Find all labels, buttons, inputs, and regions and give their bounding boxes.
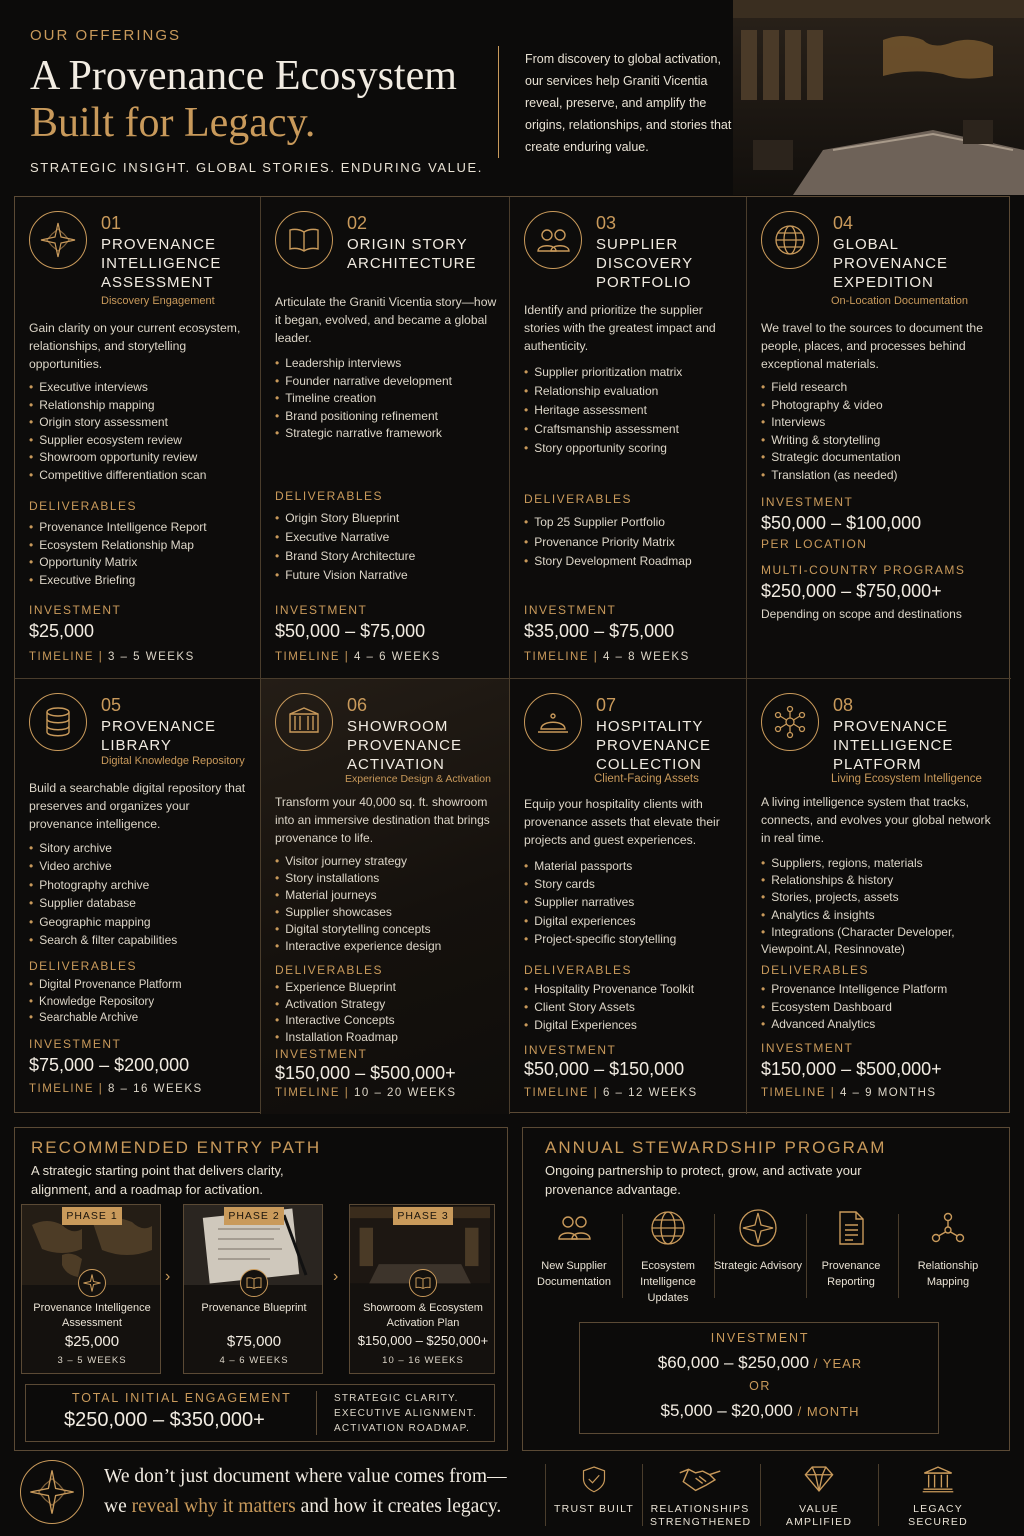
timeline-value: 8 – 16 WEEKS <box>107 1083 203 1095</box>
value-label: LEGACY SECURED <box>908 1503 968 1528</box>
list-item: • Visitor journey strategy <box>275 853 441 870</box>
offering-title: ORIGIN STORY ARCHITECTURE <box>347 236 477 272</box>
document-icon <box>831 1208 871 1248</box>
deliverables-label: DELIVERABLES <box>275 963 384 977</box>
offering-items <box>275 355 452 443</box>
investment-price: $50,000 – $100,000 <box>761 513 922 533</box>
intro-text: From discovery to global activation, our services help Graniti Vicentia reveal, preserve, and amplify the origins, relationships, and stories that create enduring value. <box>525 52 732 154</box>
offering-subtitle: Experience Design & Activation <box>345 773 491 785</box>
list-item: • Executive Narrative <box>275 528 415 547</box>
investment-price: $25,000 <box>29 621 95 641</box>
investment-price: $150,000 – $500,000+ <box>275 1063 456 1083</box>
phase-card-1 <box>21 1204 161 1374</box>
offering-subtitle: Client-Facing Assets <box>594 773 699 785</box>
list-item: • Story installations <box>275 870 441 887</box>
service-ecosystem-updates <box>623 1208 713 1306</box>
phase-card-3 <box>349 1204 495 1374</box>
offering-description: Build a searchable digital repository that preserves and organizes your provenance intelligence. <box>29 781 246 831</box>
closing-text: and how it creates legacy. <box>295 1496 502 1517</box>
service-bell-icon <box>524 693 582 751</box>
offering-description: Identify and prioritize the supplier stories with the greatest impact and authenticity. <box>524 303 716 353</box>
year-price: $60,000 – $250,000 <box>657 1353 810 1372</box>
investment-price: $75,000 – $200,000 <box>29 1055 190 1075</box>
stewardship-investment-box <box>579 1322 939 1434</box>
service-strategic-advisory <box>713 1208 803 1274</box>
divider <box>878 1464 879 1526</box>
investment-label: INVESTMENT <box>761 495 854 509</box>
closing-highlight: reveal why it matters <box>131 1496 296 1517</box>
service-label: Ecosystem Intelligence Updates <box>640 1260 696 1304</box>
list-item: • Top 25 Supplier Portfolio <box>524 513 692 533</box>
offering-number: 01 <box>101 213 122 233</box>
value-label: TRUST BUILT <box>554 1503 634 1515</box>
offering-title: SUPPLIER DISCOVERY PORTFOLIO <box>596 236 693 291</box>
phase-duration: 10 – 16 WEEKS <box>382 1355 464 1366</box>
service-provenance-reporting <box>806 1208 896 1290</box>
deliverables-label: DELIVERABLES <box>524 492 633 506</box>
offering-title: HOSPITALITY PROVENANCE COLLECTION <box>596 718 712 773</box>
shield-check-icon <box>544 1464 644 1499</box>
offering-description: Transform your 40,000 sq. ft. showroom into an immersive destination that brings provenance to life. <box>275 795 490 845</box>
per-location-label: PER LOCATION <box>761 537 868 551</box>
timeline <box>29 651 195 663</box>
list-item: • Activation Strategy <box>275 996 398 1013</box>
offering-description: Equip your hospitality clients with provenance assets that elevate their projects and guest experiences. <box>524 797 720 847</box>
list-item: • Supplier ecosystem review <box>29 432 206 450</box>
list-item: • Photography archive <box>29 876 177 894</box>
stewardship-heading: ANNUAL STEWARDSHIP PROGRAM <box>545 1138 887 1157</box>
list-item: • Digital storytelling concepts <box>275 921 441 938</box>
header <box>0 0 1024 195</box>
stewardship-panel <box>522 1127 1010 1451</box>
multi-country-label: MULTI-COUNTRY PROGRAMS <box>761 563 966 577</box>
offering-number: 07 <box>596 695 617 715</box>
list-item: • Future Vision Narrative <box>275 566 415 585</box>
offering-items <box>524 857 676 948</box>
separator: | <box>593 651 599 663</box>
timeline <box>524 651 690 663</box>
offering-subtitle: Living Ecosystem Intelligence <box>831 773 982 785</box>
deliverables-list <box>29 977 182 1027</box>
deliverables-label: DELIVERABLES <box>275 489 384 503</box>
divider <box>316 1391 317 1435</box>
offering-number: 05 <box>101 695 122 715</box>
list-item: • Digital experiences <box>524 912 676 930</box>
timeline-value: 10 – 20 WEEKS <box>353 1087 457 1099</box>
phase-card-2 <box>183 1204 323 1374</box>
total-engagement-box <box>25 1384 495 1442</box>
phase-duration: 3 – 5 WEEKS <box>57 1355 127 1366</box>
list-item: • Origin story assessment <box>29 414 206 432</box>
deliverables-list <box>29 519 207 589</box>
timeline-label: TIMELINE <box>524 651 590 663</box>
list-item: • Craftsmanship assessment <box>524 420 682 439</box>
total-engagement-label: TOTAL INITIAL ENGAGEMENT <box>72 1391 292 1405</box>
list-item: • Executive Briefing <box>29 572 207 590</box>
phase-duration: 4 – 6 WEEKS <box>219 1355 289 1366</box>
investment-price: $50,000 – $150,000 <box>524 1059 685 1079</box>
phase-tag: PHASE 2 <box>224 1207 284 1225</box>
phase-name: Provenance Blueprint <box>201 1302 307 1314</box>
investment-label: INVESTMENT <box>275 1047 368 1061</box>
chevron-right-icon: › <box>333 1268 339 1285</box>
separator: | <box>593 1087 599 1099</box>
deliverables-label: DELIVERABLES <box>29 499 138 513</box>
offering-title: GLOBAL PROVENANCE EXPEDITION <box>833 236 949 291</box>
service-label: Strategic Advisory <box>713 1260 803 1272</box>
list-item: • Opportunity Matrix <box>29 554 207 572</box>
entry-path-heading: RECOMMENDED ENTRY PATH <box>31 1138 322 1157</box>
month-price: $5,000 – $20,000 <box>660 1401 793 1420</box>
offering-description: Gain clarity on your current ecosystem, relationships, and storytelling opportunities. <box>29 321 241 371</box>
open-book-icon <box>409 1269 437 1297</box>
list-item: • Supplier database <box>29 894 177 912</box>
offering-card-02 <box>261 197 510 679</box>
page-title: A Provenance Ecosystem <box>30 53 457 99</box>
investment-label: INVESTMENT <box>710 1331 810 1345</box>
list-item: • Relationship evaluation <box>524 382 682 401</box>
offering-items <box>29 839 177 949</box>
investment-label: INVESTMENT <box>275 603 368 617</box>
phase-price: $25,000 <box>64 1333 120 1350</box>
compass-star-icon <box>29 211 87 269</box>
timeline-value: 3 – 5 WEEKS <box>107 651 195 663</box>
list-item: • Story Development Roadmap <box>524 552 692 572</box>
separator: | <box>344 1087 350 1099</box>
offering-description: A living intelligence system that tracks, connects, and evolves your global network in real time. <box>761 795 991 845</box>
compass-star-icon <box>20 1460 84 1524</box>
offering-number: 06 <box>347 695 368 715</box>
separator: | <box>830 1087 836 1099</box>
list-item: • Interactive experience design <box>275 938 441 955</box>
list-item: • Field research <box>761 379 901 397</box>
list-item: • Geographic mapping <box>29 913 177 931</box>
timeline-label: TIMELINE <box>29 1083 95 1095</box>
note: EXECUTIVE ALIGNMENT. <box>334 1408 477 1419</box>
divider <box>760 1464 761 1526</box>
list-item: • Supplier showcases <box>275 904 441 921</box>
deliverables-label: DELIVERABLES <box>524 963 633 977</box>
investment-label: INVESTMENT <box>29 1037 122 1051</box>
offering-title: PROVENANCE INTELLIGENCE PLATFORM <box>833 718 954 773</box>
list-item: • Sitory archive <box>29 839 177 857</box>
people-icon <box>524 211 582 269</box>
list-item: • Supplier narratives <box>524 893 676 911</box>
list-item: • Advanced Analytics <box>761 1016 947 1034</box>
service-new-supplier <box>529 1208 619 1290</box>
value-amplified <box>769 1464 869 1529</box>
list-item: • Material passports <box>524 857 676 875</box>
list-item: • Brand positioning refinement <box>275 408 452 426</box>
list-item: • Search & filter capabilities <box>29 931 177 949</box>
phase-price: $75,000 <box>226 1333 282 1350</box>
deliverables-list <box>275 979 398 1045</box>
year-unit: / YEAR <box>813 1356 863 1371</box>
list-item: • Provenance Intelligence Platform <box>761 981 947 999</box>
phase-tag: PHASE 3 <box>393 1207 453 1225</box>
offerings-grid <box>14 196 1010 1113</box>
offering-number: 08 <box>833 695 854 715</box>
investment-price: $35,000 – $75,000 <box>524 621 675 641</box>
service-label: Relationship Mapping <box>917 1260 979 1288</box>
note: ACTIVATION ROADMAP. <box>334 1423 471 1434</box>
list-item: • Story cards <box>524 875 676 893</box>
showroom-icon <box>275 693 333 751</box>
list-item: • Searchable Archive <box>29 1010 182 1027</box>
database-icon <box>29 693 87 751</box>
offering-card-03 <box>510 197 747 679</box>
divider <box>498 46 499 158</box>
deliverables-label: DELIVERABLES <box>29 959 138 973</box>
separator: | <box>98 651 104 663</box>
offering-card-07 <box>510 679 747 1114</box>
list-item: • Translation (as needed) <box>761 467 901 485</box>
divider <box>642 1464 643 1526</box>
timeline-label: TIMELINE <box>761 1087 827 1099</box>
offering-number: 02 <box>347 213 368 233</box>
list-item: • Executive interviews <box>29 379 206 397</box>
phase-name: Provenance Intelligence Assessment <box>33 1302 151 1329</box>
timeline-label: TIMELINE <box>29 651 95 663</box>
offering-items <box>524 363 682 458</box>
timeline-label: TIMELINE <box>275 1087 341 1099</box>
offering-description: Articulate the Graniti Vicentia story—how it began, evolved, and became a global leader. <box>275 295 497 345</box>
offering-items <box>761 855 986 958</box>
offering-title: PROVENANCE INTELLIGENCE ASSESSMENT <box>101 236 222 291</box>
offering-items <box>761 379 901 485</box>
service-label: Provenance Reporting <box>821 1260 881 1288</box>
timeline <box>761 1087 937 1099</box>
list-item: • Relationships & history <box>761 872 986 889</box>
value-label: VALUE AMPLIFIED <box>785 1503 853 1528</box>
list-item: • Heritage assessment <box>524 401 682 420</box>
entry-path-panel <box>14 1127 508 1451</box>
year-price-line <box>580 1353 940 1373</box>
closing-statement-line1: We don’t just document where value comes from— <box>104 1466 507 1487</box>
deliverables-list <box>761 981 947 1034</box>
or-label: OR <box>749 1379 771 1393</box>
value-relationships <box>650 1464 750 1529</box>
offering-description: We travel to the sources to document the people, places, and processes behind exceptional materials. <box>761 321 983 371</box>
list-item: • Integrations (Character Developer, Viewpoint.AI, Resinnovate) <box>761 924 986 958</box>
value-trust-built <box>544 1464 644 1516</box>
offering-title: SHOWROOM PROVENANCE ACTIVATION <box>347 718 463 773</box>
handshake-icon <box>650 1464 750 1499</box>
list-item: • Photography & video <box>761 397 901 415</box>
compass-star-icon <box>78 1269 106 1297</box>
list-item: • Video archive <box>29 857 177 875</box>
offering-subtitle: Discovery Engagement <box>101 295 215 307</box>
offering-number: 04 <box>833 213 854 233</box>
separator: | <box>98 1083 104 1095</box>
value-label: RELATIONSHIPS STRENGTHENED <box>650 1503 752 1528</box>
list-item: • Interviews <box>761 414 901 432</box>
multi-country-price: $250,000 – $750,000+ <box>761 581 942 601</box>
multi-country-note: Depending on scope and destinations <box>761 607 962 621</box>
list-item: • Material journeys <box>275 887 441 904</box>
total-engagement-notes <box>334 1391 477 1436</box>
list-item: • Supplier prioritization matrix <box>524 363 682 382</box>
investment-label: INVESTMENT <box>761 1041 854 1055</box>
list-item: • Interactive Concepts <box>275 1012 398 1029</box>
service-relationship-mapping <box>903 1208 993 1290</box>
offering-card-08 <box>747 679 1011 1114</box>
list-item: • Writing & storytelling <box>761 432 901 450</box>
deliverables-label: DELIVERABLES <box>761 963 870 977</box>
diamond-icon <box>769 1464 869 1499</box>
investment-label: INVESTMENT <box>524 603 617 617</box>
timeline <box>275 651 441 663</box>
chevron-right-icon: › <box>165 1268 171 1285</box>
people-icon <box>554 1208 594 1248</box>
list-item: • Project-specific storytelling <box>524 930 676 948</box>
list-item: • Hospitality Provenance Toolkit <box>524 981 694 999</box>
hero-showroom-image <box>733 0 1024 195</box>
list-item: • Digital Provenance Platform <box>29 977 182 994</box>
offering-card-06 <box>261 679 510 1114</box>
list-item: • Relationship mapping <box>29 397 206 415</box>
page-title-accent: Built for Legacy. <box>30 100 316 146</box>
note: STRATEGIC CLARITY. <box>334 1393 459 1404</box>
stewardship-description: Ongoing partnership to protect, grow, and activate your provenance advantage. <box>545 1163 862 1197</box>
phase-name: Showroom & Ecosystem Activation Plan <box>363 1302 483 1329</box>
timeline <box>275 1087 457 1099</box>
timeline-value: 4 – 8 WEEKS <box>602 651 690 663</box>
list-item: • Leadership interviews <box>275 355 452 373</box>
total-engagement-price: $250,000 – $350,000+ <box>64 1409 265 1431</box>
list-item: • Strategic narrative framework <box>275 425 452 443</box>
list-item: • Origin Story Blueprint <box>275 509 415 528</box>
list-item: • Analytics & insights <box>761 907 986 924</box>
list-item: • Knowledge Repository <box>29 994 182 1011</box>
globe-icon <box>761 211 819 269</box>
list-item: • Competitive differentiation scan <box>29 467 206 485</box>
investment-label: INVESTMENT <box>29 603 122 617</box>
list-item: • Installation Roadmap <box>275 1029 398 1046</box>
list-item: • Story opportunity scoring <box>524 439 682 458</box>
investment-price: $150,000 – $500,000+ <box>761 1059 942 1079</box>
network-icon <box>928 1208 968 1248</box>
eyebrow: OUR OFFERINGS <box>30 27 182 44</box>
offering-card-01 <box>15 197 261 679</box>
closing-text: we <box>104 1496 132 1517</box>
month-price-line <box>580 1401 940 1421</box>
offering-card-04 <box>747 197 1011 679</box>
tagline: STRATEGIC INSIGHT. GLOBAL STORIES. ENDURING VALUE. <box>30 160 483 175</box>
value-legacy <box>888 1464 988 1529</box>
timeline <box>29 1083 203 1095</box>
network-icon <box>761 693 819 751</box>
entry-path-description: A strategic starting point that delivers clarity, alignment, and a roadmap for activation. <box>31 1163 284 1197</box>
investment-price: $50,000 – $75,000 <box>275 621 426 641</box>
deliverables-list <box>524 513 692 572</box>
list-item: • Client Story Assets <box>524 999 694 1017</box>
list-item: • Ecosystem Dashboard <box>761 999 947 1017</box>
list-item: • Suppliers, regions, materials <box>761 855 986 872</box>
timeline-value: 6 – 12 WEEKS <box>602 1087 698 1099</box>
pillars-icon <box>888 1464 988 1499</box>
list-item: • Experience Blueprint <box>275 979 398 996</box>
list-item: • Brand Story Architecture <box>275 547 415 566</box>
offering-subtitle: Digital Knowledge Repository <box>101 755 245 767</box>
list-item: • Ecosystem Relationship Map <box>29 537 207 555</box>
open-book-icon <box>275 211 333 269</box>
offering-title: PROVENANCE LIBRARY <box>101 718 217 754</box>
divider <box>898 1214 899 1298</box>
separator: | <box>344 651 350 663</box>
list-item: • Timeline creation <box>275 390 452 408</box>
phase-tag: PHASE 1 <box>62 1207 122 1225</box>
deliverables-list <box>524 981 694 1034</box>
globe-icon <box>648 1208 688 1248</box>
list-item: • Founder narrative development <box>275 373 452 391</box>
list-item: • Strategic documentation <box>761 449 901 467</box>
service-label: New Supplier Documentation <box>537 1260 611 1288</box>
timeline-label: TIMELINE <box>275 651 341 663</box>
list-item: • Stories, projects, assets <box>761 889 986 906</box>
open-book-icon <box>240 1269 268 1297</box>
timeline <box>524 1087 698 1099</box>
closing-statement-line2 <box>104 1496 501 1518</box>
list-item: • Digital Experiences <box>524 1017 694 1035</box>
compass-star-icon <box>738 1208 778 1248</box>
offering-items <box>29 379 206 485</box>
list-item: • Provenance Priority Matrix <box>524 533 692 553</box>
timeline-label: TIMELINE <box>524 1087 590 1099</box>
phase-price: $150,000 – $250,000+ <box>357 1333 489 1348</box>
timeline-value: 4 – 9 MONTHS <box>839 1087 937 1099</box>
offering-card-05 <box>15 679 261 1114</box>
month-unit: / MONTH <box>797 1404 860 1419</box>
timeline-value: 4 – 6 WEEKS <box>353 651 441 663</box>
offering-items <box>275 853 441 955</box>
footer <box>0 1458 1024 1536</box>
investment-label: INVESTMENT <box>524 1043 617 1057</box>
offering-subtitle: On-Location Documentation <box>831 295 968 307</box>
list-item: • Provenance Intelligence Report <box>29 519 207 537</box>
offering-number: 03 <box>596 213 617 233</box>
deliverables-list <box>275 509 415 585</box>
list-item: • Showroom opportunity review <box>29 449 206 467</box>
